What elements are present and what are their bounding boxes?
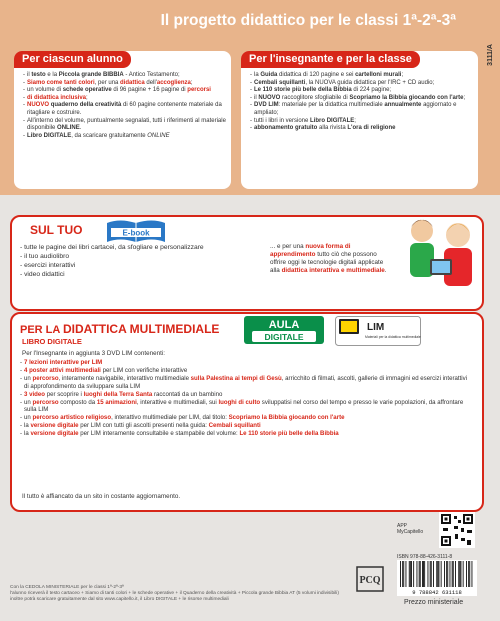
barcode-bar <box>411 561 412 587</box>
app-line1: APP <box>397 523 408 529</box>
list-item <box>20 430 470 438</box>
aula-bottom: DIGITALE <box>264 332 304 342</box>
barcode-bar <box>409 561 410 587</box>
text-run: Scopriamo la Bibbia giocando con l'arte <box>228 414 345 422</box>
text-run: Guida <box>260 72 278 78</box>
list-item <box>23 133 226 141</box>
bottom-text-line: Con la CEDOLA MINISTERIALE per le classi 1ª-2ª-3ª <box>10 585 124 590</box>
text-run: alla rivista <box>317 125 348 132</box>
text-run: . <box>79 125 82 132</box>
barcode-bar <box>453 561 454 587</box>
lim-logo <box>335 316 421 346</box>
list-item <box>23 95 226 103</box>
barcode-digits: 9 788842 631118 <box>412 589 462 596</box>
text-run: 15 animazioni <box>96 398 137 406</box>
list-item <box>20 375 470 391</box>
bottom-text-line: l'alunno riceverà il testo cartaceo + Siamo di tanti colori + le schede operative + il Quaderno della creatività + Piccola grande Bibbia AT (5 volumi indivisibili) <box>10 591 339 596</box>
barcode-bar <box>424 561 425 587</box>
barcode-bar <box>441 561 442 587</box>
text-run: testo <box>31 72 46 78</box>
ebook-panel <box>10 215 484 311</box>
box-insegnante <box>241 51 478 189</box>
text-run: il <box>27 72 32 78</box>
text-run: quaderno della creatività <box>50 102 122 109</box>
barcode-bar <box>446 561 447 587</box>
isbn: ISBN 978-88-426-3111-8 <box>397 554 453 560</box>
text-run: , interattive e multimediali, sui <box>136 398 219 406</box>
text-run: ; <box>86 94 88 101</box>
text-run: tutto ciò che possono offrire oggi le tecnologie digitali applicate alla <box>270 251 384 274</box>
ebook-label: E-book <box>122 228 150 238</box>
text-run: la <box>24 422 31 430</box>
app-text <box>397 523 423 535</box>
text-run: Libro DIGITALE <box>310 117 355 124</box>
text-run: versione digitale <box>30 422 79 430</box>
barcode-bar <box>469 561 470 587</box>
text-run: di 224 pagine; <box>351 87 392 94</box>
barcode-bar <box>466 561 467 587</box>
ebook-list-item: - tutte le pagine dei libri cartacei, da sfogliare e personalizzare <box>20 244 204 251</box>
text-run: Le 110 storie più belle della Bibbia <box>239 430 339 438</box>
text-run: dell' <box>144 79 157 86</box>
barcode-bar <box>444 561 445 587</box>
text-run: per LIM con tutti gli ascolti presenti nella guida: <box>78 422 209 430</box>
ebook-right-text <box>270 243 390 275</box>
text-run: ; <box>354 117 356 124</box>
list-item <box>250 72 473 80</box>
libro-digitale-heading: LIBRO DIGITALE <box>22 337 82 346</box>
aula-digitale-logo <box>244 316 324 344</box>
barcode-bar <box>436 561 437 587</box>
text-run: , interamente navigabile, interattivo multimediale <box>58 374 191 382</box>
list-item <box>23 72 226 80</box>
text-run: Cembali squillanti <box>208 422 261 430</box>
barcode-bar <box>461 561 462 587</box>
text-run: didattica interattiva e multimediale <box>281 267 385 274</box>
box-alunno-title: Per ciascun alunno <box>14 51 131 68</box>
list-item <box>20 422 470 430</box>
text-run: Cembali squillanti <box>254 79 306 86</box>
text-run: sviluppatisi nel corso del tempo e presso le varie popolazioni, da affrontare sulla LIM <box>24 398 464 414</box>
text-run: il <box>254 94 259 101</box>
text-run: di 96 pagine + 16 pagine di <box>111 87 188 94</box>
text-run: All'interno del volume, puntualmente segnalati, tutti i riferimenti al materiale disponibile <box>27 117 226 132</box>
barcode-bar <box>437 561 438 587</box>
text-run: percorso artistico religioso <box>32 414 112 422</box>
text-run: 4 poster attivi multimediali <box>24 366 101 374</box>
bottom-text <box>10 585 340 603</box>
list-item <box>20 399 470 415</box>
text-run: , per una <box>94 79 121 86</box>
barcode-bar <box>439 561 440 587</box>
ebook-list-item: - il tuo audiolibro <box>20 253 70 260</box>
children-illustration-icon <box>400 207 484 301</box>
text-run: ONLINE <box>57 125 80 132</box>
barcode-bar <box>419 561 420 587</box>
barcode-bar <box>472 561 473 587</box>
box-alunno-list <box>23 72 226 140</box>
list-item <box>250 95 473 103</box>
barcode-bar <box>423 561 424 587</box>
text-run: luoghi di culto <box>218 398 261 406</box>
text-run: un <box>24 398 33 406</box>
didattica-list <box>20 359 470 438</box>
text-run: per LIM interamente consultabile e stampabile del volume: <box>78 430 240 438</box>
text-run: versione digitale <box>30 430 79 438</box>
text-run: la <box>254 72 261 78</box>
text-run: percorso <box>32 398 59 406</box>
app-line2: MyCapitello <box>397 529 424 535</box>
ebook-icon <box>105 217 167 243</box>
text-run: L'ora di religione <box>347 125 396 132</box>
text-run: , interattivo multimediale per LIM, dal titolo: <box>111 414 229 422</box>
text-run: Libro DIGITALE <box>27 132 72 139</box>
list-item <box>20 359 470 367</box>
barcode-bar <box>417 561 418 587</box>
barcode-bar <box>406 561 407 587</box>
barcode-bar <box>468 561 469 587</box>
text-run: un <box>24 374 33 382</box>
barcode-bar <box>402 561 403 587</box>
ebook-list <box>20 243 204 279</box>
text-run: 3 video <box>24 390 45 398</box>
text-run: Siamo come tanti colori <box>27 79 95 86</box>
text-run: NUOVO <box>258 94 281 101</box>
text-run: ; <box>190 79 193 86</box>
barcode-bar <box>413 561 414 587</box>
text-run: sulla Palestina ai tempi di Gesù <box>190 374 282 382</box>
text-run: aggiornato e ampliato; <box>254 102 457 116</box>
text-run: ONLINE <box>147 132 170 139</box>
text-run: , la NUOVA guida didattica per l'IRC + CD audio; <box>305 79 435 86</box>
text-run: e la <box>45 72 59 78</box>
text-run: : materiale per la didattica multimediale <box>278 102 385 109</box>
text-run: . <box>384 267 387 274</box>
text-run: percorsi <box>187 87 211 94</box>
list-item <box>250 87 473 95</box>
lim-label: LIM <box>367 322 385 333</box>
didattica-title-prefix: PER LA <box>20 324 60 336</box>
barcode-bar <box>422 561 423 587</box>
list-item <box>250 80 473 88</box>
prezzo: Prezzo ministeriale <box>404 599 464 606</box>
text-run: un <box>24 414 33 422</box>
ebook-list-item: - video didattici <box>20 271 65 278</box>
text-run: per scoprire i <box>45 390 84 398</box>
text-run: tutti i libri in versione <box>254 117 311 124</box>
text-run: abbonamento gratuito <box>254 125 318 132</box>
text-run: di 60 pagine contenente materiale da ritagliare e costruire. <box>27 102 222 116</box>
text-run: didattica di 120 pagine e sei <box>277 72 356 78</box>
barcode-bar <box>455 561 456 587</box>
list-item <box>23 102 226 117</box>
barcode-bar <box>403 561 404 587</box>
barcode-icon <box>397 560 477 596</box>
list-item <box>20 391 470 399</box>
text-run: raccontati da un bambino <box>152 390 223 398</box>
side-code: 3111/A <box>487 44 494 66</box>
text-run: la <box>24 430 31 438</box>
barcode-bar <box>410 561 411 587</box>
list-item <box>23 80 226 88</box>
bottom-text-line: inoltre potrà scaricare gratuitamente dal sito www.capitello.it, il Libro DIGITALE + le risorse multimediali <box>10 597 229 602</box>
text-run: , arricchito di filmati, ascolti, gallerie di immagini ed esercizi interattivi di approfondimento da sviluppare sulla LIM <box>24 374 468 390</box>
text-run: didattica <box>120 79 145 86</box>
text-run: raccoglitore sfogliabile di <box>280 94 350 101</box>
text-run: cartelloni murali <box>355 72 402 78</box>
text-run: percorso <box>32 374 59 382</box>
text-run: Piccola grande BIBBIA <box>58 72 124 78</box>
barcode-bar <box>459 561 460 587</box>
ebook-list-item: - esercizi interattivi <box>20 262 76 269</box>
lim-sub: Materiali per la didattica multimediale <box>365 335 421 339</box>
list-item <box>20 414 470 422</box>
box-insegnante-list <box>250 72 473 133</box>
text-run: ; <box>463 94 466 101</box>
barcode-bar <box>447 561 448 587</box>
aula-top: AULA <box>268 319 300 331</box>
text-run: - Antico Testamento; <box>123 72 180 78</box>
ebook-heading: SUL TUO <box>30 223 83 237</box>
text-run: ; <box>401 72 404 78</box>
box-alunno <box>14 51 231 189</box>
text-run: per LIM con verifiche interattive <box>100 366 188 374</box>
box-insegnante-title: Per l'insegnante e per la classe <box>241 51 420 68</box>
barcode-bar <box>450 561 451 587</box>
text-run: , da scaricare gratuitamente <box>71 132 148 139</box>
list-item <box>23 118 226 133</box>
text-run: accoglienza <box>156 79 191 86</box>
text-run: ... e per una <box>270 243 306 250</box>
barcode-bar <box>428 561 429 587</box>
barcode-bar <box>458 561 459 587</box>
text-run: schede operative <box>62 87 112 94</box>
barcode-bar <box>420 561 421 587</box>
didattica-intro: Per l'Insegnante in aggiunta 3 DVD LIM contenenti: <box>22 350 165 357</box>
text-run: NUOVO <box>27 102 50 109</box>
text-run: Le 110 storie più belle della Bibbia <box>254 87 352 94</box>
didattica-final: Il tutto è affiancato da un sito in costante aggiornamento. <box>22 493 181 500</box>
barcode-bar <box>400 561 401 587</box>
page-title: Il progetto didattico per le classi 1ª-2ª-3ª <box>160 12 456 29</box>
publisher-logo-text: PCQ <box>359 575 381 586</box>
list-item <box>23 87 226 95</box>
list-item <box>250 118 473 126</box>
text-run: nuova forma di apprendimento <box>270 243 351 258</box>
didattica-title-main: DIDATTICA MULTIMEDIALE <box>63 322 220 336</box>
didattica-title <box>20 322 219 336</box>
text-run: Scopriamo la Bibbia giocando con l'arte <box>349 94 464 101</box>
text-run: 7 lezioni interattive per LIM <box>24 359 103 366</box>
text-run: DVD LIM <box>254 102 279 109</box>
text-run: di didattica inclusiva <box>27 94 87 101</box>
text-run: luoghi della Terra Santa <box>83 390 153 398</box>
text-run: un volume di <box>27 87 63 94</box>
text-run: composto da <box>58 398 97 406</box>
barcode-bar <box>430 561 431 587</box>
text-run: annualmente <box>384 102 422 109</box>
list-item <box>250 102 473 117</box>
list-item <box>20 367 470 375</box>
barcode-bar <box>452 561 453 587</box>
barcode-bar <box>463 561 464 587</box>
publisher-logo <box>356 566 384 592</box>
list-item <box>250 125 473 133</box>
barcode-bar <box>433 561 434 587</box>
barcode-bar <box>431 561 432 587</box>
